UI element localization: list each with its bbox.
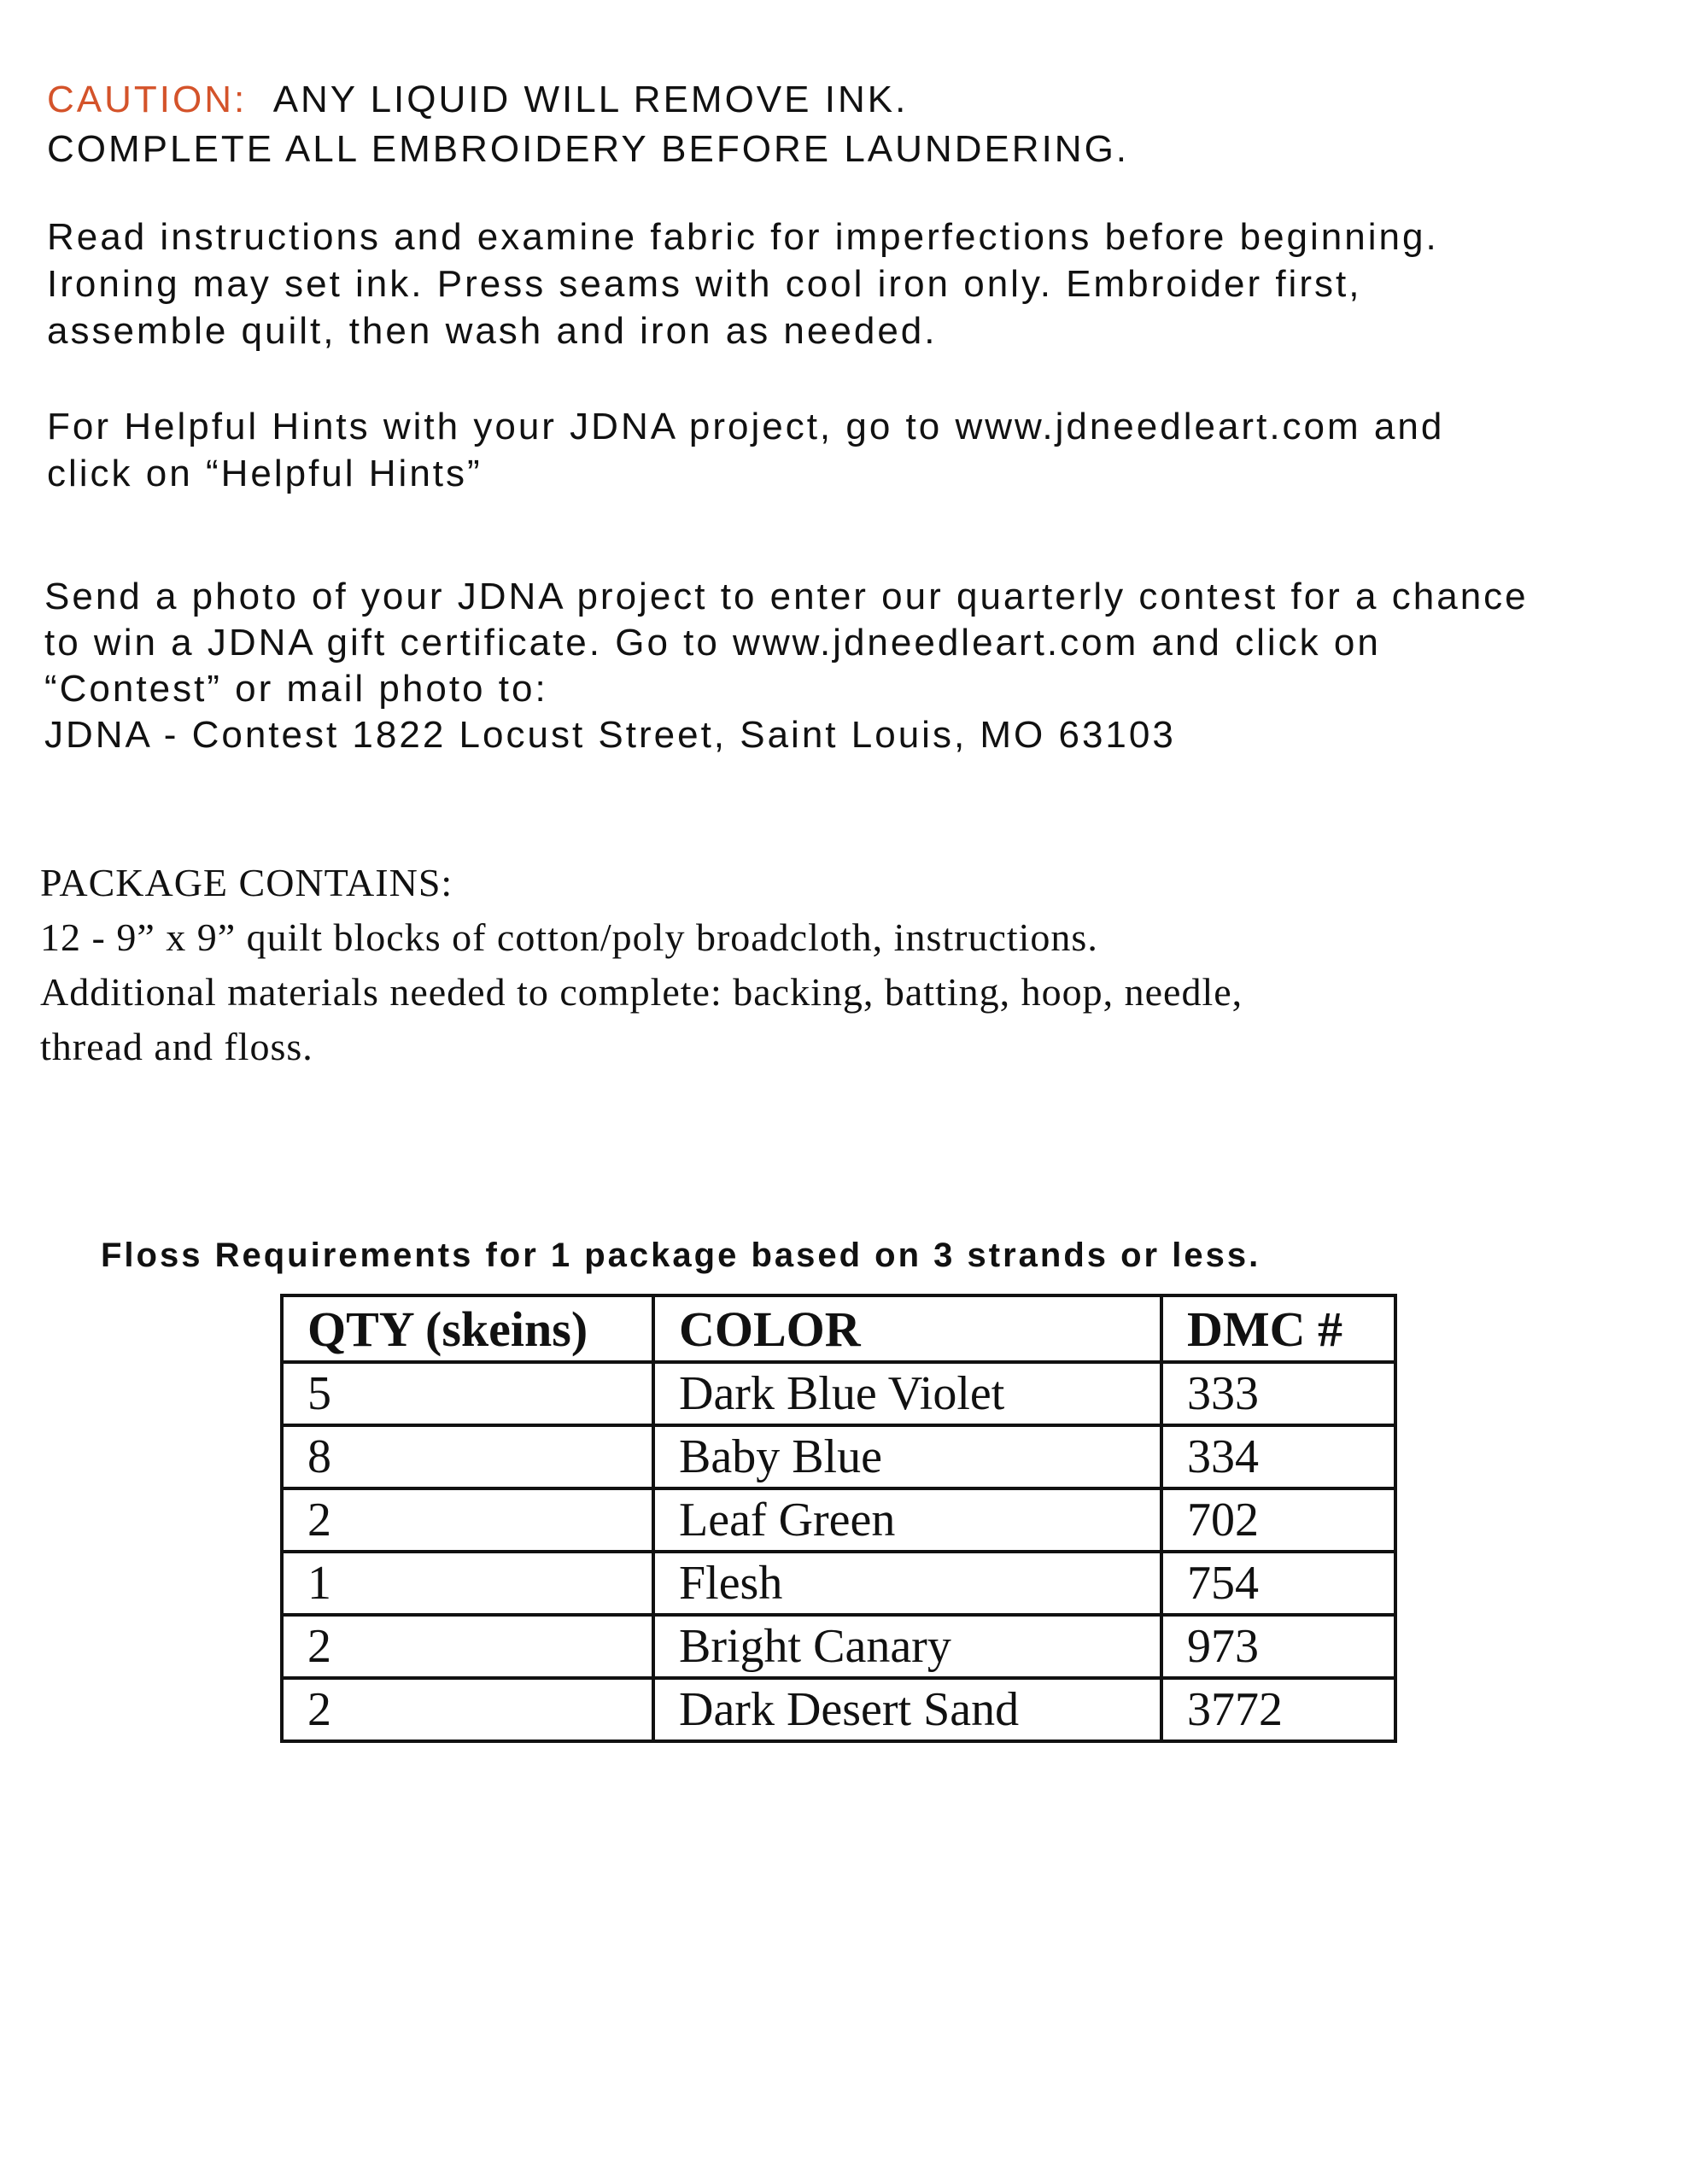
color-cell: Dark Blue Violet: [653, 1362, 1161, 1425]
qty-cell: 2: [282, 1678, 653, 1741]
caution-label: CAUTION:: [47, 79, 248, 120]
color-cell: Baby Blue: [653, 1425, 1161, 1488]
helpful-hints-line: click on “Helpful Hints”: [47, 453, 483, 494]
table-row: [282, 1678, 1395, 1741]
color-cell: Leaf Green: [653, 1488, 1161, 1552]
table-row: [282, 1488, 1395, 1552]
table-row: [282, 1552, 1395, 1615]
contest-paragraph: [44, 574, 1529, 758]
contest-line: to win a JDNA gift certificate. Go to www.jdneedleart.com and click on: [44, 622, 1381, 664]
contest-line: “Contest” or mail photo to:: [44, 668, 548, 710]
color-cell: Flesh: [653, 1552, 1161, 1615]
instructions-line: Read instructions and examine fabric for imperfections before beginning.: [47, 216, 1439, 258]
dmc-cell: 702: [1161, 1488, 1395, 1552]
header-color: COLOR: [653, 1295, 1161, 1362]
dmc-cell: 333: [1161, 1362, 1395, 1425]
qty-cell: 2: [282, 1488, 653, 1552]
header-dmc: DMC #: [1161, 1295, 1395, 1362]
package-line: Additional materials needed to complete: backing, batting, hoop, needle,: [40, 970, 1243, 1014]
table-row: [282, 1615, 1395, 1678]
table-row: [282, 1362, 1395, 1425]
floss-table-header-row: [282, 1295, 1395, 1362]
qty-cell: 2: [282, 1615, 653, 1678]
color-cell: Bright Canary: [653, 1615, 1161, 1678]
dmc-cell: 3772: [1161, 1678, 1395, 1741]
instructions-line: assemble quilt, then wash and iron as needed.: [47, 310, 938, 352]
floss-table: [280, 1294, 1397, 1743]
table-row: [282, 1425, 1395, 1488]
package-line: thread and floss.: [40, 1025, 313, 1068]
caution-line-1: [47, 75, 1129, 125]
caution-notice: [47, 75, 1129, 174]
header-qty: QTY (skeins): [282, 1295, 653, 1362]
dmc-cell: 973: [1161, 1615, 1395, 1678]
contest-address: JDNA - Contest 1822 Locust Street, Saint Louis, MO 63103: [44, 714, 1176, 756]
dmc-cell: 754: [1161, 1552, 1395, 1615]
dmc-cell: 334: [1161, 1425, 1395, 1488]
floss-requirements-title: Floss Requirements for 1 package based on 3 strands or less.: [101, 1237, 1261, 1274]
qty-cell: 8: [282, 1425, 653, 1488]
caution-line-2: COMPLETE ALL EMBROIDERY BEFORE LAUNDERING.: [47, 128, 1130, 170]
package-contents: [40, 856, 1243, 1074]
qty-cell: 1: [282, 1552, 653, 1615]
qty-cell: 5: [282, 1362, 653, 1425]
color-cell: Dark Desert Sand: [653, 1678, 1161, 1741]
package-heading: PACKAGE CONTAINS:: [40, 861, 453, 904]
caution-text-1: ANY LIQUID WILL REMOVE INK.: [272, 79, 909, 120]
helpful-hints-paragraph: [47, 403, 1444, 497]
helpful-hints-line: For Helpful Hints with your JDNA project, go to www.jdneedleart.com and: [47, 406, 1445, 447]
instructions-paragraph: [47, 213, 1439, 354]
instructions-line: Ironing may set ink. Press seams with cool iron only. Embroider first,: [47, 263, 1362, 305]
contest-line: Send a photo of your JDNA project to enter our quarterly contest for a chance: [44, 576, 1529, 617]
package-line: 12 - 9” x 9” quilt blocks of cotton/poly broadcloth, instructions.: [40, 915, 1098, 959]
